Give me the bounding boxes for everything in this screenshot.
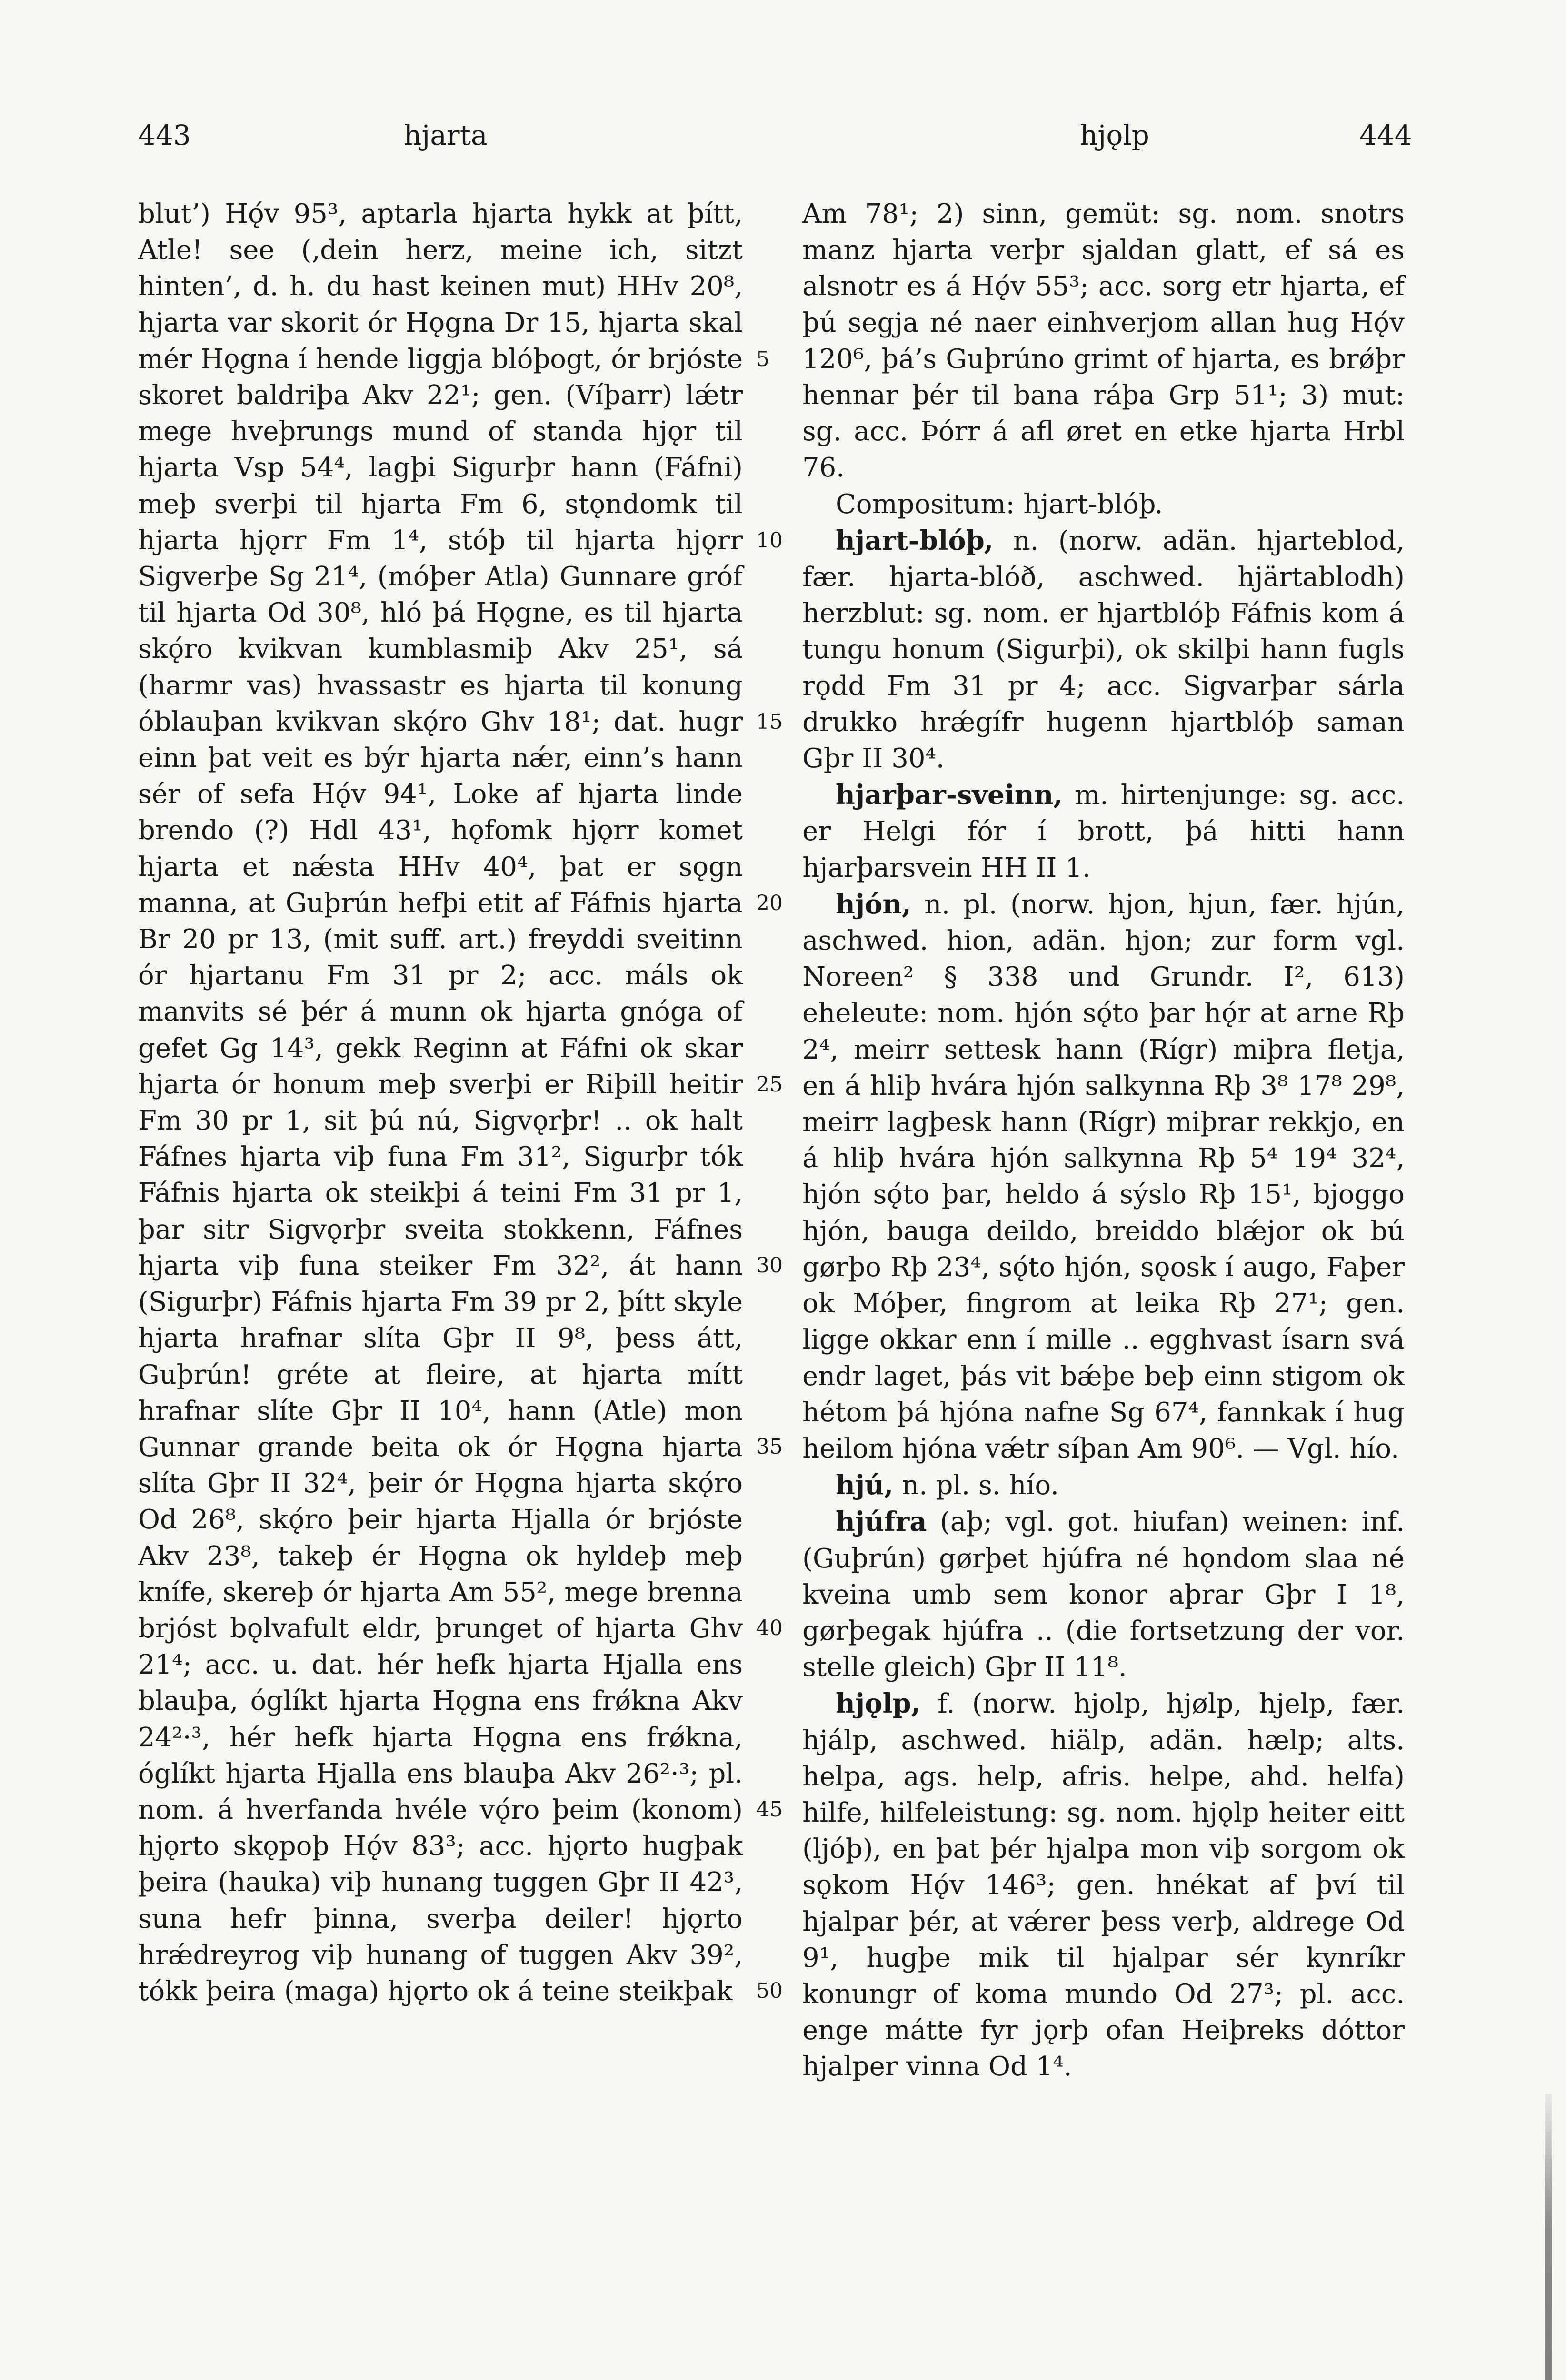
entry-headword: hjúfra xyxy=(836,1506,927,1538)
entry-headword: hjú, xyxy=(836,1469,894,1501)
entry-text: (aþ; vgl. got. hiufan) weinen: inf. (Guþrún) gørþet hjúfra né hǫndom slaa né kveina umb sem konor aþrar Gþr I 1⁸, gørþegak hjúfra .. (die fortsetzung der vor. stelle gleich) Gþr II 11⁸. xyxy=(802,1507,1405,1683)
entry-text: m. hirtenjunge: sg. acc. er Helgi fór í brott, þá hitti hann hjarþarsvein HH II 1. xyxy=(802,780,1405,883)
right-column xyxy=(802,196,1405,2085)
dictionary-entry xyxy=(802,886,1405,1467)
line-number: 20 xyxy=(756,891,783,915)
dictionary-entry xyxy=(802,1504,1405,1686)
page-edge-shadow xyxy=(1545,2094,1552,2380)
dictionary-entry xyxy=(802,777,1405,886)
line-number: 10 xyxy=(756,528,783,553)
entry-headword: hjón, xyxy=(836,888,911,920)
line-number: 50 xyxy=(756,1979,783,2003)
entry-headword: hjǫlp, xyxy=(836,1688,921,1720)
entry-text: n. pl. (norw. hjon, hjun, fær. hjún, aschwed. hion, adän. hjon; zur form vgl. Noreen² § 338 und Grundr. I², 613) eheleute: nom. hjón sǫ́to þar hǫ́r at arne Rþ 2⁴, meirr settesk hann (Rígr) miþra fletja, en á hliþ hvára hjón salkynna Rþ 3⁸ 17⁸ 29⁸, meirr lagþesk hann (Rígr) miþrar rekkjo, en á hliþ hvára hjón salkynna Rþ 5⁴ 19⁴ 32⁴, hjón sǫ́to þar, heldo á sýslo Rþ 15¹, bjoggo hjón, bauga deildo, breiddo blǽjor ok bú gørþo Rþ 23⁴, sǫ́to hjón, sǫosk í augo, Faþer ok Móþer, fingrom at leika Rþ 27¹; gen. ligge okkar enn í mille .. egghvast ísarn svá endr laget, þás vit bǽþe beþ einn stigom ok hétom þá hjóna nafne Sg 67⁴, fannkak í hug heilom hjóna vǽtr síþan Am 90⁶. — Vgl. hío. xyxy=(802,889,1405,1464)
dictionary-entry xyxy=(802,1467,1405,1504)
line-number-column xyxy=(756,196,794,2009)
entry-headword: hjart-blóþ, xyxy=(836,525,994,556)
running-headword-right: hjǫlp xyxy=(1080,119,1149,151)
page-number-right: 444 xyxy=(1359,119,1412,151)
left-column-text: blut’) Hǫ́v 95³, aptarla hjarta hykk at þítt, Atle! see (‚dein herz, meine ich, sitzt hinten’, d. h. du hast keinen mut) HHv 20⁸, hjarta var skorit ór Hǫgna Dr 15, hjarta skal mér Hǫgna í hende liggja blóþogt, ór brjóste skoret baldriþa Akv 22¹; gen. (Víþarr) lǽtr mege hveþrungs mund of standa hjǫr til hjarta Vsp 54⁴, lagþi Sigurþr hann (Fáfni) meþ sverþi til hjarta Fm 6, stǫndomk til hjarta hjǫrr Fm 1⁴, stóþ til hjarta hjǫrr Sigverþe Sg 21⁴, (móþer Atla) Gunnare gróf til hjarta Od 30⁸, hló þá Hǫgne, es til hjarta skǫ́ro kvikvan kumblasmiþ Akv 25¹, sá (harmr vas) hvassastr es hjarta til konung óblauþan kvikvan skǫ́ro Ghv 18¹; dat. hugr einn þat veit es býr hjarta nǽr, einn’s hann sér of sefa Hǫ́v 94¹, Loke af hjarta linde brendo (?) Hdl 43¹, hǫfomk hjǫrr komet hjarta et nǽsta HHv 40⁴, þat er sǫgn manna, at Guþrún hefþi etit af Fáfnis hjarta Br 20 pr 13, (mit suff. art.) freyddi sveitinn ór hjartanu Fm 31 pr 2; acc. máls ok manvits sé þér á munn ok hjarta gnóga of gefet Gg 14³, gekk Reginn at Fáfni ok skar hjarta ór honum meþ sverþi er Riþill heitir Fm 30 pr 1, sit þú nú, Sigvǫrþr! .. ok halt Fáfnes hjarta viþ funa Fm 31², Sigurþr tók Fáfnis hjarta ok steikþi á teini Fm 31 pr 1, þar sitr Sigvǫrþr sveita stokkenn, Fáfnes hjarta viþ funa steiker Fm 32², át hann (Sigurþr) Fáfnis hjarta Fm 39 pr 2, þítt skyle hjarta hrafnar slíta Gþr II 9⁸, þess átt, Guþrún! gréte at fleire, at hjarta mítt hrafnar slíte Gþr II 10⁴, hann (Atle) mon Gunnar grande beita ok ór Hǫgna hjarta slíta Gþr II 32⁴, þeir ór Hǫgna hjarta skǫ́ro Od 26⁸, skǫ́ro þeir hjarta Hjalla ór brjóste Akv 23⁸, takeþ ér Hǫgna ok hyldeþ meþ knífe, skereþ ór hjarta Am 55², mege brenna brjóst bǫlvafult eldr, þrunget of hjarta Ghv 21⁴; acc. u. dat. hér hefk hjarta Hjalla ens blauþa, óglíkt hjarta Hǫgna ens frǿkna Akv 24²·³, hér hefk hjarta Hǫgna ens frǿkna, óglíkt hjarta Hjalla ens blauþa Akv 26²·³; pl. nom. á hverfanda hvéle vǫ́ro þeim (konom) hjǫrto skǫpoþ Hǫ́v 83³; acc. hjǫrto hugþak þeira (hauka) viþ hunang tuggen Gþr II 42³, suna hefr þinna, sverþa deiler! hjǫrto hrǽdreyrog viþ hunang of tuggen Akv 39², tókk þeira (maga) hjǫrto ok á teine steikþak xyxy=(138,198,743,2007)
running-headword-left: hjarta xyxy=(404,119,488,151)
page-number-left: 443 xyxy=(138,119,191,151)
line-number: 25 xyxy=(756,1072,783,1097)
line-number: 40 xyxy=(756,1616,783,1641)
left-column xyxy=(138,196,743,2010)
line-number: 35 xyxy=(756,1435,783,1459)
line-number: 30 xyxy=(756,1253,783,1278)
entry-text: n. (norw. adän. hjarteblod, fær. hjarta-blóð, aschwed. hjärtablodh) herzblut: sg. nom. er hjartblóþ Fáfnis kom á tungu honum (Sigurþi), ok skilþi hann fugls rǫdd Fm 31 pr 4; acc. Sigvarþar sárla drukko hrǽgífr hugenn hjartblóþ saman Gþr II 30⁴. xyxy=(802,525,1405,774)
compositum-note: Compositum: hjart-blóþ. xyxy=(836,488,1163,520)
page-header xyxy=(0,119,1566,162)
dictionary-entry xyxy=(802,1686,1405,2085)
entry-text: f. (norw. hjolp, hjølp, hjelp, fær. hjálp, aschwed. hiälp, adän. hælp; alts. helpa, ags. help, afris. helpe, ahd. helfa) hilfe, hilfeleistung: sg. nom. hjǫlp heiter eitt (ljóþ), en þat þér hjalpa mon viþ sorgom ok sǫkom Hǫ́v 146³; gen. hnékat af því til hjalpar þér, at vǽrer þess verþ, aldrege Od 9¹, hugþe mik til hjalpar sér kynríkr konungr of koma mundo Od 27³; pl. acc. enge mátte fyr jǫrþ ofan Heiþreks dóttor hjalper vinna Od 1⁴. xyxy=(802,1688,1405,2082)
entry-continuation: Am 78¹; 2) sinn, gemüt: sg. nom. snotrs manz hjarta verþr sjaldan glatt, ef sá es alsnotr es á Hǫ́v 55³; acc. sorg etr hjarta, ef þú segja né naer einhverjom allan hug Hǫ́v 120⁶, þá’s Guþrúno grimt of hjarta, es brǿþr hennar þér til bana ráþa Grp 51¹; 3) mut: sg. acc. Þórr á afl øret en etke hjarta Hrbl 76. xyxy=(802,198,1405,484)
line-number: 45 xyxy=(756,1797,783,1822)
line-number: 5 xyxy=(756,347,769,371)
entry-text: n. pl. s. hío. xyxy=(902,1470,1059,1501)
line-number: 15 xyxy=(756,709,783,734)
entry-headword: hjarþar-sveinn, xyxy=(836,779,1063,811)
dictionary-entry xyxy=(802,523,1405,777)
